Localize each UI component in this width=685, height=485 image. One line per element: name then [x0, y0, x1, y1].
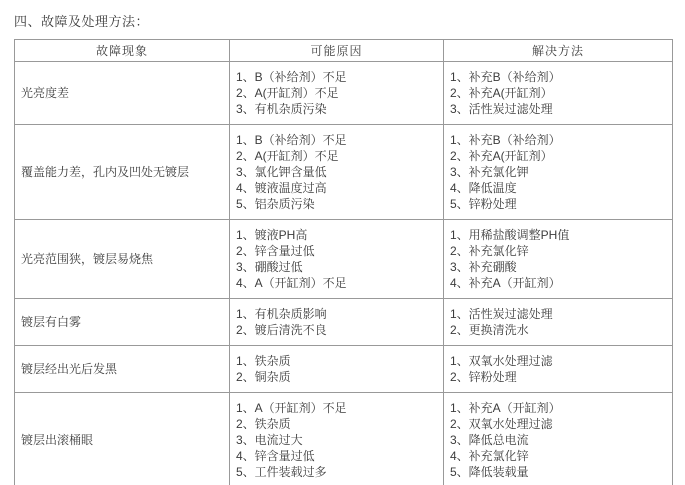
solution-line: 1、补充B（补给剂） — [450, 70, 561, 84]
solution-line: 4、补充A（开缸剂） — [450, 276, 561, 290]
solution-line: 5、锌粉处理 — [450, 197, 517, 211]
cause-line: 2、锌含量过低 — [236, 244, 315, 258]
cause-line: 1、镀液PH高 — [236, 228, 308, 242]
causes-cell — [230, 299, 444, 346]
solution-line: 1、用稀盐酸调整PH值 — [450, 228, 570, 242]
cause-line: 2、铁杂质 — [236, 417, 291, 431]
solution-line: 5、降低装载量 — [450, 465, 529, 479]
cause-line: 1、A（开缸剂）不足 — [236, 401, 347, 415]
cause-line: 3、有机杂质污染 — [236, 102, 327, 116]
solutions-cell — [444, 220, 673, 299]
causes-cell — [230, 346, 444, 393]
solutions-cell — [444, 125, 673, 220]
fault-table-body — [15, 62, 673, 485]
solutions-cell — [444, 346, 673, 393]
solution-line: 4、补充氯化锌 — [450, 449, 529, 463]
header-row — [15, 40, 673, 62]
cause-line: 2、A(开缸剂）不足 — [236, 149, 339, 163]
solution-line: 3、补充氯化钾 — [450, 165, 529, 179]
solution-line: 1、补充B（补给剂） — [450, 133, 561, 147]
cause-line: 2、镀后清洗不良 — [236, 323, 327, 337]
solution-line: 2、补充氯化锌 — [450, 244, 529, 258]
solution-line: 2、补充A(开缸剂） — [450, 86, 553, 100]
fault-phenomenon-cell: 镀层有白雾 — [15, 299, 230, 346]
causes-cell — [230, 125, 444, 220]
cause-line: 1、B（补给剂）不足 — [236, 133, 347, 147]
table-row — [15, 393, 673, 485]
column-header-phenomenon: 故障现象 — [15, 40, 230, 62]
column-header-solutions: 解决方法 — [444, 40, 673, 62]
fault-phenomenon-cell: 光亮范围狭，镀层易烧焦 — [15, 220, 230, 299]
table-row — [15, 125, 673, 220]
page-title: 四、故障及处理方法： — [14, 14, 150, 29]
fault-phenomenon-cell: 光亮度差 — [15, 62, 230, 125]
solution-line: 2、补充A(开缸剂） — [450, 149, 553, 163]
table-row — [15, 62, 673, 125]
solution-line: 2、更换清洗水 — [450, 323, 529, 337]
cause-line: 5、铝杂质污染 — [236, 197, 315, 211]
solution-line: 1、补充A（开缸剂） — [450, 401, 561, 415]
cause-line: 4、锌含量过低 — [236, 449, 315, 463]
causes-cell — [230, 62, 444, 125]
fault-phenomenon-cell: 镀层经出光后发黑 — [15, 346, 230, 393]
cause-line: 5、工件装载过多 — [236, 465, 327, 479]
table-row — [15, 220, 673, 299]
fault-phenomenon-cell: 镀层出滚桶眼 — [15, 393, 230, 485]
solutions-cell — [444, 393, 673, 485]
cause-line: 3、电流过大 — [236, 433, 303, 447]
cause-line: 2、A(开缸剂）不足 — [236, 86, 339, 100]
solution-line: 3、补充硼酸 — [450, 260, 517, 274]
solution-line: 1、活性炭过滤处理 — [450, 307, 553, 321]
cause-line: 1、铁杂质 — [236, 354, 291, 368]
solution-line: 1、双氧水处理过滤 — [450, 354, 553, 368]
cause-line: 3、氯化钾含量低 — [236, 165, 327, 179]
solution-line: 3、降低总电流 — [450, 433, 529, 447]
solution-line: 2、双氧水处理过滤 — [450, 417, 553, 431]
solution-line: 3、活性炭过滤处理 — [450, 102, 553, 116]
table-row — [15, 346, 673, 393]
solution-line: 2、锌粉处理 — [450, 370, 517, 384]
cause-line: 1、B（补给剂）不足 — [236, 70, 347, 84]
cause-line: 3、硼酸过低 — [236, 260, 303, 274]
fault-table — [14, 39, 673, 485]
causes-cell — [230, 393, 444, 485]
cause-line: 1、有机杂质影响 — [236, 307, 327, 321]
fault-phenomenon-cell: 覆盖能力差，孔内及凹处无镀层 — [15, 125, 230, 220]
table-header — [15, 40, 673, 62]
solutions-cell — [444, 62, 673, 125]
column-header-causes: 可能原因 — [230, 40, 444, 62]
table-row — [15, 299, 673, 346]
solution-line: 4、降低温度 — [450, 181, 517, 195]
cause-line: 2、铜杂质 — [236, 370, 291, 384]
cause-line: 4、A（开缸剂）不足 — [236, 276, 347, 290]
causes-cell — [230, 220, 444, 299]
cause-line: 4、镀液温度过高 — [236, 181, 327, 195]
solutions-cell — [444, 299, 673, 346]
